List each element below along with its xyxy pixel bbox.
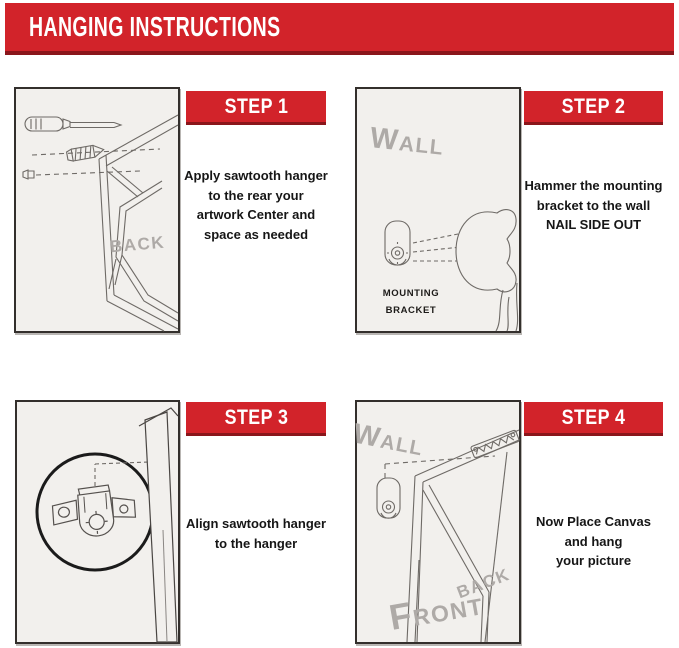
mounting-bracket-caption: MOUNTING BRACKET [382, 288, 440, 317]
canvas-frame-back [99, 115, 178, 331]
header-bar [5, 3, 674, 55]
step2-banner [524, 91, 663, 125]
front-watermark: FRONT [386, 592, 486, 638]
frame-edge-bar [139, 408, 178, 642]
step4-illustration-panel [350, 400, 521, 644]
step4-description: Now Place Canvas and hang your picture [536, 514, 651, 568]
screw-small-icon [23, 170, 34, 179]
hammer-icon [456, 210, 518, 331]
align-hanger-illustration [17, 402, 178, 642]
sawtooth-install-illustration [16, 89, 178, 331]
step2-label: STEP 2 [561, 94, 626, 118]
step3-illustration-panel [15, 400, 180, 644]
step2-illustration-panel [355, 87, 521, 333]
step1-banner [186, 91, 326, 125]
nail-dashes [413, 233, 463, 261]
back-watermark: BACK [109, 232, 166, 257]
mounting-bracket-icon [377, 478, 400, 518]
step2-description: Hammer the mounting bracket to the wall NAIL SIDE OUT [524, 178, 663, 232]
screwdriver-icon [25, 117, 121, 131]
step1-description: Apply sawtooth hanger to the rear your artwork Center and space as needed [184, 168, 328, 242]
sawtooth-hanger-icon [51, 483, 136, 539]
mounting-bracket-icon [385, 221, 410, 265]
step1-label: STEP 1 [224, 94, 288, 118]
page-title: HANGING INSTRUCTIONS [29, 10, 281, 43]
sawtooth-strip-icon [470, 430, 519, 458]
back-watermark: BACK [454, 564, 513, 603]
wall-watermark: WALL [350, 417, 426, 461]
step4-label: STEP 4 [561, 405, 626, 429]
step4-banner [524, 402, 663, 436]
step3-banner [186, 402, 326, 436]
step3-description: Align sawtooth hanger to the hanger [185, 516, 327, 551]
step3-label: STEP 3 [224, 405, 288, 429]
alignment-dashes [95, 462, 149, 486]
step1-illustration-panel [14, 87, 180, 333]
wall-watermark: WALL [368, 121, 446, 160]
alignment-dashes [32, 149, 160, 175]
